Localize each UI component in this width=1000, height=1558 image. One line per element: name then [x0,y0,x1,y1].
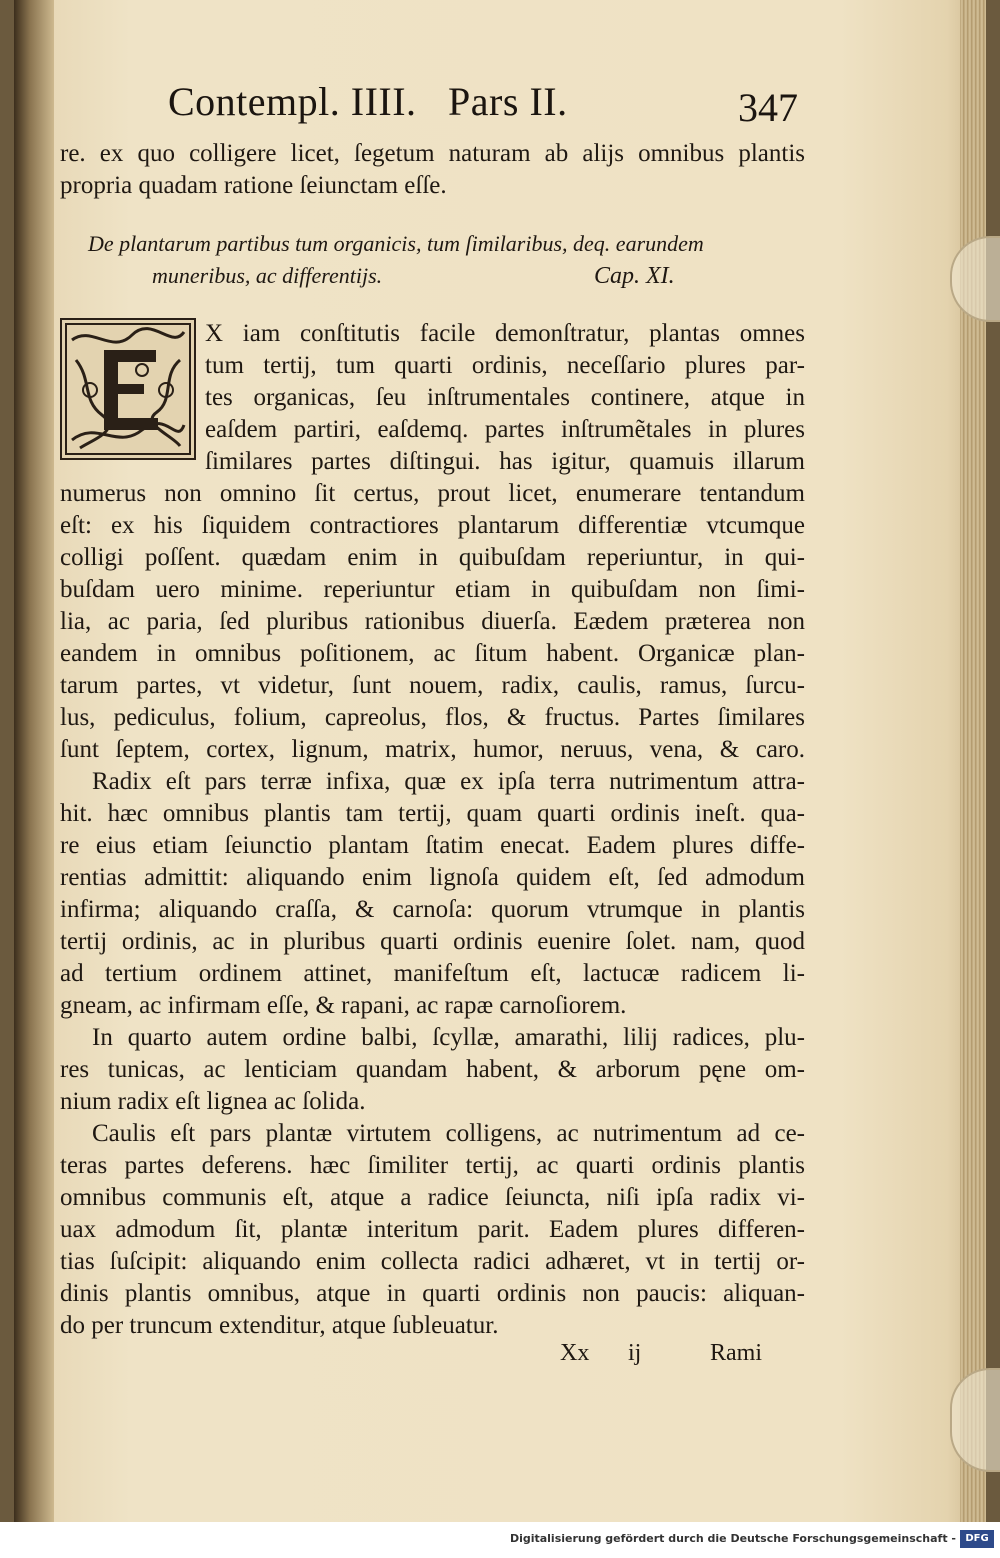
page-number: 347 [738,85,798,130]
text-line: omnibus communis eſt, atque a radice ſeiuncta, niſi ipſa radix vi- [60,1184,805,1211]
page-tab-upper [950,236,1000,322]
text-line: colligi poſſent. quædam enim in quibuſdam reperiuntur, in qui- [60,544,805,571]
text-line: re eius etiam ſeiunctio plantam ſtatim enecat. Eadem plures diffe- [60,832,805,859]
text-line: eſt: ex his ſiquidem contractiores plantarum differentiæ vtcumque [60,512,805,539]
text-line: In quarto autem ordine balbi, ſcyllæ, amarathi, lilij radices, plu- [92,1024,805,1051]
text-line: gneam, ac infirmam eſſe, & rapani, ac rapæ carnoſiorem. [60,992,627,1019]
signature-number: ij [628,1340,642,1366]
funding-credit: Digitalisierung gefördert durch die Deutsche Forschungsgemeinschaft - [509,1532,956,1545]
signature-mark: Xx [560,1340,590,1366]
text-line: tes organicas, ſeu inſtrumentales continere, atque in [205,384,805,411]
decorated-initial-e [60,318,196,460]
text-line: hit. hæc omnibus plantis tam tertij, quam quarti ordinis ineſt. qua- [60,800,805,827]
chapter-number: Cap. XI. [594,263,675,289]
text-line: tum tertij, tum quarti ordinis, neceſſario plures par- [205,352,805,379]
text-line: buſdam uero minime. reperiuntur etiam in quibuſdam non ſimi- [60,576,805,603]
text-line: Caulis eſt pars plantæ virtutem colligens, ac nutrimentum ad ce- [92,1120,805,1147]
text-line: propria quadam ratione ſeiunctam eſſe. [60,172,447,199]
page-edges [960,0,986,1522]
chapter-heading-line2: muneribus, ac differentijs. [152,263,383,288]
chapter-heading-line1: De plantarum partibus tum organicis, tum ſimilaribus, deq. earundem [88,231,704,256]
text-line: nium radix eſt lignea ac ſolida. [60,1088,366,1115]
text-line: tertij ordinis, ac in pluribus quarti ordinis euenire ſolet. nam, quod [60,928,805,955]
digitization-footer [0,1522,1000,1558]
text-line: teras partes deferens. hæc ſimiliter tertij, ac quarti ordinis plantis [60,1152,805,1179]
catchword: Rami [710,1340,762,1366]
text-line: X iam conſtitutis facile demonſtratur, plantas omnes [205,320,805,347]
text-line: ad tertium ordinem attinet, manifeſtum eſt, lactucæ radicem li- [60,960,805,987]
text-line: ſimilares partes diſtingui. has igitur, quamuis illarum [205,448,805,475]
text-line: tias ſuſcipit: aliquando enim collecta radici adhæret, vt in tertij or- [60,1248,805,1275]
text-line: eaſdem partiri, eaſdemq. partes inſtrumẽtales in plures [205,416,805,443]
text-line: dinis plantis omnibus, atque in quarti ordinis non paucis: aliquan- [60,1280,805,1307]
text-line: numerus non omnino ſit certus, prout licet, enumerare tentandum [60,480,805,507]
text-line: lia, ac paria, ſed pluribus rationibus diuerſa. Eædem præterea non [60,608,805,635]
text-line: uax admodum ſit, plantæ interitum parit. Eadem plures differen- [60,1216,805,1243]
text-line: eandem in omnibus poſitionem, ac ſitum habent. Organicæ plan- [60,640,805,667]
text-line: re. ex quo colligere licet, ſegetum naturam ab alijs omnibus plantis [60,140,805,167]
text-line: lus, pediculus, folium, capreolus, flos, & fructus. Partes ſimilares [60,704,805,731]
text-line: Radix eſt pars terræ infixa, quæ ex ipſa terra nutrimentum attra- [92,768,805,795]
text-line: rentias admittit: aliquando enim lignoſa quidem eſt, ſed admodum [60,864,805,891]
text-line: infirma; aliquando craſſa, & carnoſa: quorum vtrumque in plantis [60,896,805,923]
text-line: ſunt ſeptem, cortex, lignum, matrix, humor, neruus, vena, & caro. [60,736,805,763]
text-line: do per truncum extenditur, atque ſubleuatur. [60,1312,499,1339]
dfg-logo: DFG [960,1530,994,1548]
page-tab-lower [950,1368,1000,1472]
text-line: res tunicas, ac lenticiam quandam habent, & arborum pęne om- [60,1056,805,1083]
binding-gutter [14,0,54,1522]
running-title: Contempl. IIII. Pars II. [168,79,568,124]
ornament-icon [62,320,194,458]
running-header [168,78,798,134]
text-line: tarum partes, vt videtur, ſunt nouem, radix, caulis, ramus, ſurcu- [60,672,805,699]
